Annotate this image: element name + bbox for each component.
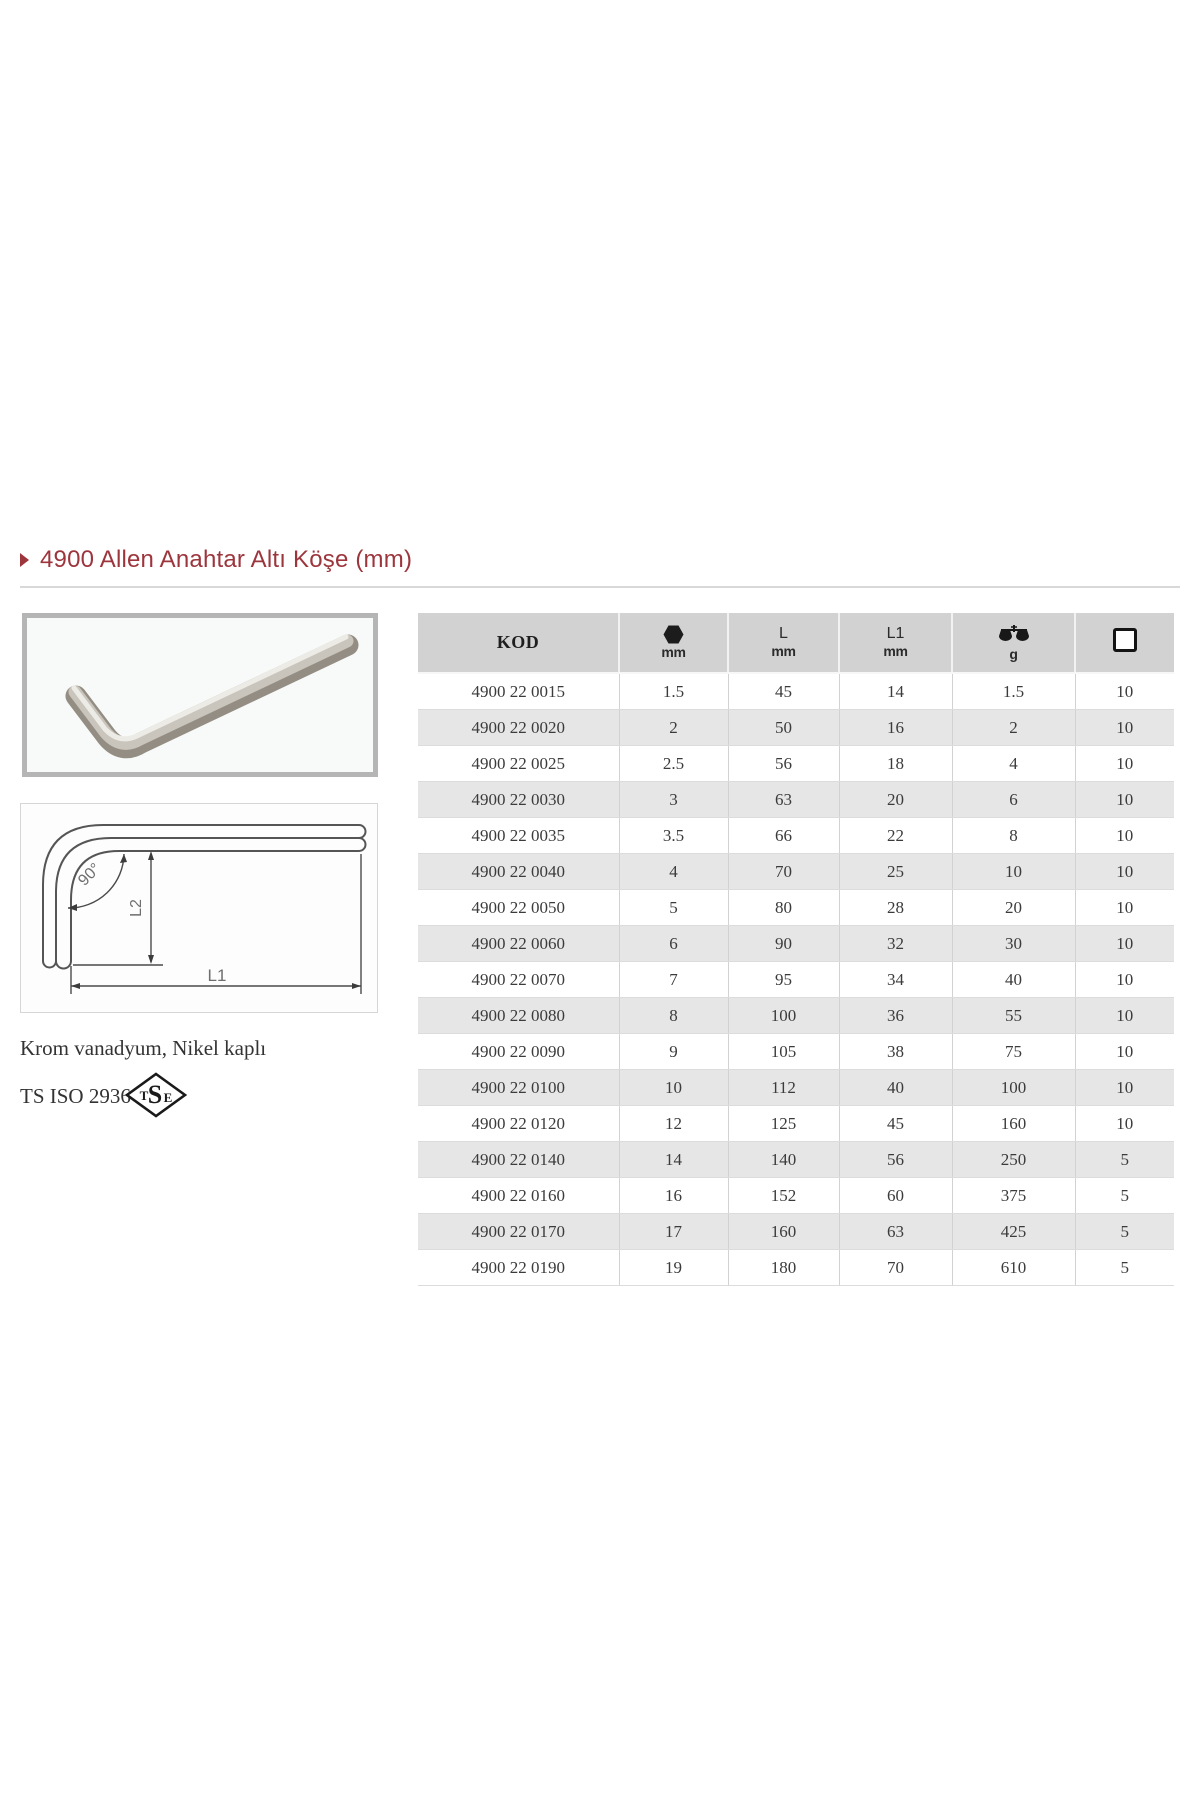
table-cell: 56 <box>728 746 839 782</box>
table-row <box>418 998 1174 1034</box>
table-cell: 10 <box>1075 1034 1174 1070</box>
triangle-right-icon <box>20 553 29 567</box>
table-cell: 50 <box>728 710 839 746</box>
table-cell: 80 <box>728 890 839 926</box>
table-cell: 10 <box>1075 1070 1174 1106</box>
table-cell: 10 <box>1075 746 1174 782</box>
table-cell: 5 <box>1075 1214 1174 1250</box>
table-cell: 4 <box>619 854 728 890</box>
table-cell: 40 <box>839 1070 952 1106</box>
table-cell: 75 <box>952 1034 1075 1070</box>
table-cell: 10 <box>1075 782 1174 818</box>
table-cell: 16 <box>619 1178 728 1214</box>
table-row <box>418 890 1174 926</box>
table-row <box>418 746 1174 782</box>
table-cell: 4900 22 0060 <box>418 926 619 962</box>
table-cell: 10 <box>1075 998 1174 1034</box>
l2-dimension-label: L2 <box>128 899 145 917</box>
table-cell: 4900 22 0050 <box>418 890 619 926</box>
header-package <box>1075 613 1174 673</box>
table-cell: 63 <box>839 1214 952 1250</box>
table-cell: 125 <box>728 1106 839 1142</box>
table-cell: 4900 22 0190 <box>418 1250 619 1286</box>
table-cell: 6 <box>952 782 1075 818</box>
table-cell: 10 <box>619 1070 728 1106</box>
section-title-row <box>20 546 412 574</box>
table-cell: 8 <box>952 818 1075 854</box>
page-title: 4900 Allen Anahtar Altı Köşe (mm) <box>40 546 413 573</box>
table-cell: 2 <box>952 710 1075 746</box>
table-cell: 66 <box>728 818 839 854</box>
table-header-row <box>418 613 1174 673</box>
table-cell: 55 <box>952 998 1075 1034</box>
table-cell: 4900 22 0015 <box>418 673 619 710</box>
table-cell: 10 <box>1075 818 1174 854</box>
table-cell: 28 <box>839 890 952 926</box>
table-cell: 30 <box>952 926 1075 962</box>
table-row <box>418 673 1174 710</box>
table-row <box>418 1142 1174 1178</box>
table-cell: 10 <box>1075 673 1174 710</box>
table-cell: 180 <box>728 1250 839 1286</box>
table-cell: 10 <box>1075 854 1174 890</box>
table-cell: 56 <box>839 1142 952 1178</box>
table-cell: 95 <box>728 962 839 998</box>
table-cell: 9 <box>619 1034 728 1070</box>
table-cell: 4900 22 0035 <box>418 818 619 854</box>
tse-letter-e: E <box>163 1090 173 1105</box>
table-cell: 20 <box>839 782 952 818</box>
table-row <box>418 1250 1174 1286</box>
technical-drawing-frame <box>20 803 378 1013</box>
table-cell: 22 <box>839 818 952 854</box>
table-row <box>418 1106 1174 1142</box>
table-cell: 3 <box>619 782 728 818</box>
table-cell: 16 <box>839 710 952 746</box>
table-cell: 10 <box>1075 890 1174 926</box>
spec-table <box>418 613 1174 1286</box>
table-cell: 8 <box>619 998 728 1034</box>
table-cell: 4900 22 0140 <box>418 1142 619 1178</box>
table-cell: 250 <box>952 1142 1075 1178</box>
table-cell: 4 <box>952 746 1075 782</box>
table-cell: 10 <box>1075 962 1174 998</box>
table-row <box>418 1214 1174 1250</box>
table-cell: 4900 22 0070 <box>418 962 619 998</box>
table-cell: 14 <box>619 1142 728 1178</box>
table-cell: 610 <box>952 1250 1075 1286</box>
table-cell: 19 <box>619 1250 728 1286</box>
table-cell: 4900 22 0160 <box>418 1178 619 1214</box>
table-cell: 18 <box>839 746 952 782</box>
table-cell: 6 <box>619 926 728 962</box>
header-weight: g <box>952 613 1075 673</box>
table-cell: 45 <box>839 1106 952 1142</box>
table-cell: 10 <box>1075 926 1174 962</box>
table-cell: 70 <box>839 1250 952 1286</box>
divider <box>20 586 1180 588</box>
table-cell: 63 <box>728 782 839 818</box>
table-cell: 100 <box>952 1070 1075 1106</box>
table-cell: 12 <box>619 1106 728 1142</box>
table-cell: 10 <box>952 854 1075 890</box>
hexagon-icon <box>663 625 684 644</box>
tse-letter-s: S <box>147 1080 163 1109</box>
package-square-icon <box>1113 628 1137 652</box>
table-cell: 4900 22 0020 <box>418 710 619 746</box>
table-cell: 40 <box>952 962 1075 998</box>
table-cell: 32 <box>839 926 952 962</box>
table-row <box>418 1178 1174 1214</box>
table-cell: 60 <box>839 1178 952 1214</box>
table-cell: 90 <box>728 926 839 962</box>
table-row <box>418 710 1174 746</box>
scale-icon <box>998 624 1030 646</box>
table-row <box>418 854 1174 890</box>
table-cell: 34 <box>839 962 952 998</box>
table-row <box>418 782 1174 818</box>
table-cell: 70 <box>728 854 839 890</box>
header-length-l1: L1 mm <box>839 613 952 673</box>
table-cell: 1.5 <box>619 673 728 710</box>
table-cell: 152 <box>728 1178 839 1214</box>
spec-table-body <box>418 673 1174 1286</box>
table-cell: 25 <box>839 854 952 890</box>
table-cell: 2 <box>619 710 728 746</box>
table-cell: 4900 22 0120 <box>418 1106 619 1142</box>
table-cell: 38 <box>839 1034 952 1070</box>
table-cell: 5 <box>1075 1178 1174 1214</box>
table-cell: 10 <box>1075 1106 1174 1142</box>
angle-label: 90° <box>75 860 105 890</box>
table-cell: 375 <box>952 1178 1075 1214</box>
table-cell: 5 <box>1075 1250 1174 1286</box>
table-cell: 10 <box>1075 710 1174 746</box>
tse-logo <box>124 1072 188 1118</box>
allen-key-photo <box>27 618 373 772</box>
table-cell: 45 <box>728 673 839 710</box>
table-cell: 4900 22 0030 <box>418 782 619 818</box>
table-cell: 4900 22 0100 <box>418 1070 619 1106</box>
product-photo-frame <box>22 613 378 777</box>
table-cell: 1.5 <box>952 673 1075 710</box>
table-cell: 425 <box>952 1214 1075 1250</box>
table-cell: 105 <box>728 1034 839 1070</box>
table-cell: 17 <box>619 1214 728 1250</box>
table-cell: 4900 22 0040 <box>418 854 619 890</box>
table-cell: 20 <box>952 890 1075 926</box>
table-cell: 160 <box>728 1214 839 1250</box>
tse-letter-t: T <box>139 1088 149 1103</box>
header-hex-size: mm <box>619 613 728 673</box>
table-cell: 2.5 <box>619 746 728 782</box>
table-row <box>418 818 1174 854</box>
table-cell: 4900 22 0090 <box>418 1034 619 1070</box>
table-cell: 4900 22 0080 <box>418 998 619 1034</box>
table-row <box>418 1070 1174 1106</box>
table-cell: 3.5 <box>619 818 728 854</box>
table-cell: 160 <box>952 1106 1075 1142</box>
table-cell: 5 <box>619 890 728 926</box>
table-cell: 5 <box>1075 1142 1174 1178</box>
table-cell: 112 <box>728 1070 839 1106</box>
table-cell: 100 <box>728 998 839 1034</box>
table-row <box>418 1034 1174 1070</box>
table-cell: 14 <box>839 673 952 710</box>
header-kod: KOD <box>418 613 619 673</box>
table-cell: 4900 22 0025 <box>418 746 619 782</box>
table-cell: 140 <box>728 1142 839 1178</box>
table-cell: 36 <box>839 998 952 1034</box>
material-note: Krom vanadyum, Nikel kaplı <box>20 1036 267 1060</box>
l1-dimension-label: L1 <box>207 966 227 985</box>
table-row <box>418 962 1174 998</box>
header-length: L mm <box>728 613 839 673</box>
technical-drawing <box>21 804 377 1012</box>
table-cell: 7 <box>619 962 728 998</box>
table-row <box>418 926 1174 962</box>
standard-note: TS ISO 2936 <box>20 1084 131 1108</box>
table-cell: 4900 22 0170 <box>418 1214 619 1250</box>
